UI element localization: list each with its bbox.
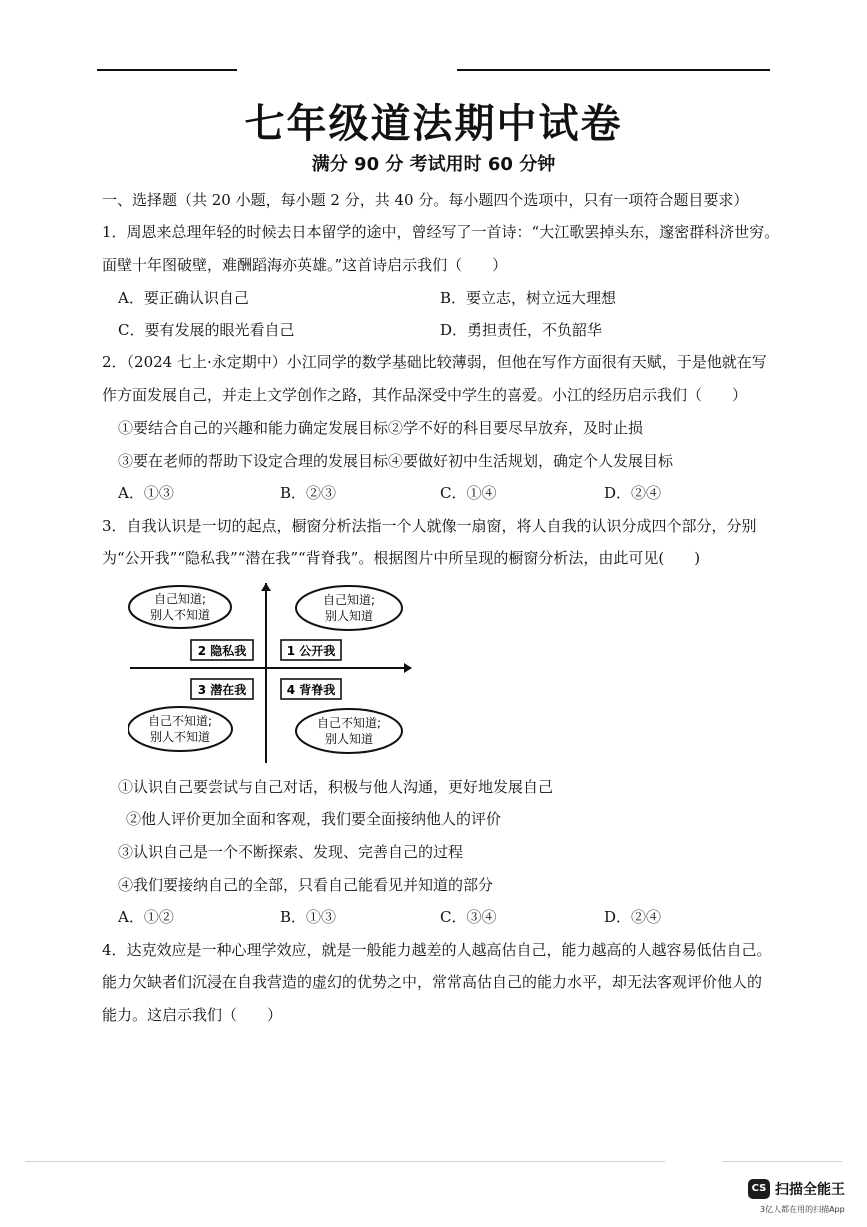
q2-option-c: C．①④ [440,484,497,502]
q3-stem-line2: 为“公开我”“隐私我”“潜在我”“背脊我”。根据图片中所呈现的橱窗分析法，由此可见( ) [102,549,701,567]
tr-text-1: 自己知道; [322,593,376,607]
tl-text-1: 自己知道; [153,592,207,606]
q4-stem-line3: 能力。这启示我们（ ） [102,1006,283,1024]
q3-option-d: D．②④ [604,908,662,926]
q2-stem-line2: 作方面发展自己，并走上文学创作之路，其作品深受中学生的喜爱。小江的经历启示我们（ ） [102,386,748,404]
tl-text-2: 别人不知道 [149,608,211,622]
q3-stem-line1: 3．自我认识是一切的起点，橱窗分析法指一个人就像一扇窗，将人自我的认识分成四个部分，分别 [102,517,757,535]
bl-text-2: 别人不知道 [149,730,211,744]
q3-option-b: B．①③ [280,908,337,926]
vertical-axis-arrow [261,583,271,591]
camscanner-tagline: 3亿人都在用的扫描App [760,1205,845,1214]
camscanner-brand: 扫描全能王 [775,1182,845,1198]
q1-option-d: D．勇担责任，不负韶华 [440,321,603,339]
section-heading: 一、选择题（共 20 小题，每小题 2 分，共 40 分。每小题四个选项中，只有一项符合题目要求） [102,191,749,209]
q3-option-c: C．③④ [440,908,497,926]
box-private-label: 2 隐私我 [197,644,247,658]
q1-option-b: B．要立志，树立远大理想 [440,289,617,307]
q3-statement-1: ①认识自己要尝试与自己对话，积极与他人沟通，更好地发展自己 [118,778,554,796]
q4-stem-line2: 能力欠缺者们沉浸在自我营造的虚幻的优势之中，常常高估自己的能力水平，却无法客观评价他人的 [102,973,763,991]
johari-window-diagram [128,583,418,763]
q1-option-a: A．要正确认识自己 [118,289,249,307]
box-potential-label: 3 潜在我 [197,683,247,697]
footer-rule-right [722,1161,842,1162]
br-text-1: 自己不知道; [316,716,382,730]
br-text-2: 别人知道 [324,732,374,746]
top-rule-right [457,69,770,71]
q1-stem-line2: 面壁十年图破壁，难酬蹈海亦英雄。”这首诗启示我们（ ） [102,256,508,274]
box-back-label: 4 背脊我 [286,683,336,697]
footer-rule [25,1161,665,1162]
tr-text-2: 别人知道 [324,609,374,623]
q3-statement-3: ③认识自己是一个不断探索、发现、完善自己的过程 [118,843,464,861]
q2-option-a: A．①③ [118,484,174,502]
top-rule-left [97,69,237,71]
bl-text-1: 自己不知道; [147,714,213,728]
page-title: 七年级道法期中试卷 [244,101,623,147]
q1-stem-line1: 1．周恩来总理年轻的时候去日本留学的途中，曾经写了一首诗：“大江歌罢掉头东，邃密群科济世穷。 [102,223,780,241]
q1-option-c: C．要有发展的眼光看自己 [118,321,295,339]
q2-stem-line1: 2．（2024 七上·永定期中）小江同学的数学基础比较薄弱，但他在写作方面很有天赋，于是他就在写 [102,353,767,371]
q3-option-a: A．①② [118,908,174,926]
q4-stem-line1: 4．达克效应是一种心理学效应，就是一般能力越差的人越高估自己，能力越高的人越容易低估自己。 [102,941,772,959]
q3-statement-4: ④我们要接纳自己的全部，只看自己能看见并知道的部分 [118,876,494,894]
q2-statements-1: ①要结合自己的兴趣和能力确定发展目标②学不好的科目要尽早放弃，及时止损 [118,419,644,437]
box-public-label: 1 公开我 [286,644,336,658]
camscanner-logo-icon: CS [748,1179,770,1199]
q2-option-d: D．②④ [604,484,662,502]
q2-statements-2: ③要在老师的帮助下设定合理的发展目标④要做好初中生活规划，确定个人发展目标 [118,452,674,470]
horizontal-axis-arrow [404,663,412,673]
page-subtitle: 满分 90 分 考试用时 60 分钟 [311,154,556,175]
q2-option-b: B．②③ [280,484,337,502]
q3-statement-2: ②他人评价更加全面和客观，我们要全面接纳他人的评价 [126,810,502,828]
